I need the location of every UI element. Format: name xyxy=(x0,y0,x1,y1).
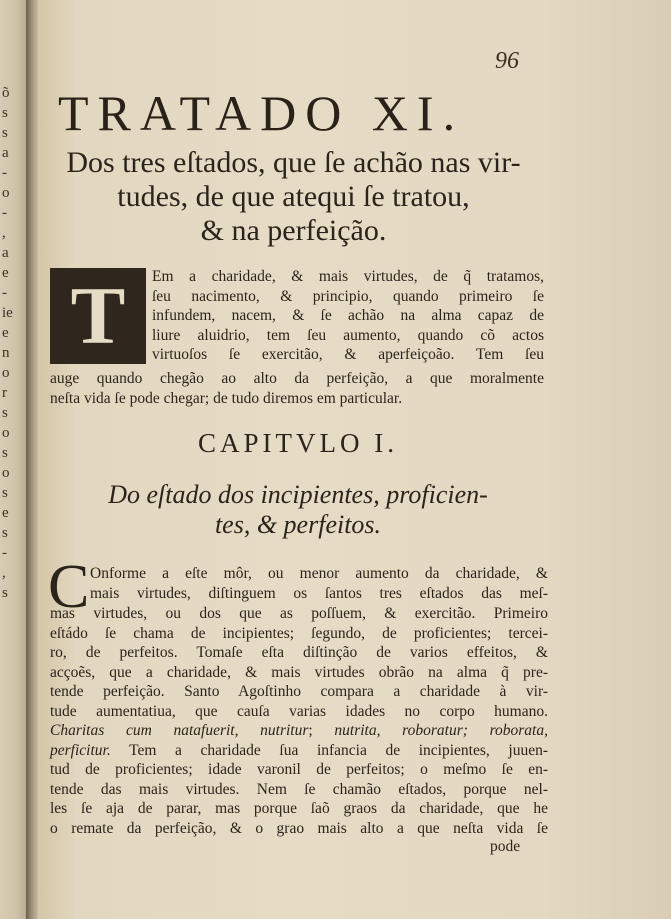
facing-page-text-fragment: e xyxy=(2,505,9,521)
text-line: tud de proficientes; idade varonil de perfeitos; o meſmo ſe en- xyxy=(50,761,548,778)
facing-page-edge xyxy=(0,0,27,919)
text-line: tude aumentatiua, que cauſa varias idades no corpo humano. xyxy=(50,702,548,720)
book-page xyxy=(38,0,671,919)
facing-page-text-fragment: o xyxy=(2,365,10,381)
facing-page-text-fragment: s xyxy=(2,105,8,121)
chapter-subtitle-line: tes, & perfeitos. xyxy=(214,510,382,539)
text-fragment: ; xyxy=(308,722,335,739)
facing-page-text-fragment: ie xyxy=(2,305,13,321)
facing-page-text-fragment: o xyxy=(2,465,10,481)
facing-page-text-fragment: - xyxy=(2,545,7,561)
facing-page-text-fragment: , xyxy=(2,225,6,241)
facing-page-text-fragment: - xyxy=(2,205,7,221)
facing-page-text-fragment: e xyxy=(2,265,9,281)
text-line: mas virtudes, ou dos que as poſſuem, & exercitão. Primeiro xyxy=(50,605,548,622)
chapter-subtitle xyxy=(78,480,518,540)
facing-page-text-fragment: e xyxy=(2,325,9,341)
facing-page-text-fragment: - xyxy=(2,285,7,301)
latin-quote: perficitur. xyxy=(50,741,111,759)
chapter-subtitle-line: Do eſtado dos incipientes, proficien- xyxy=(108,480,488,509)
text-line: eſtádo ſe chama de incipientes; ſegundo, de proficientes; tercei- xyxy=(50,624,548,642)
text-line: tende das mais virtudes. Nem ſe chamão eſtados, porque nel- xyxy=(50,780,548,798)
subtitle-line: Dos tres eſtados, que ſe achão nas vir- xyxy=(66,146,521,179)
chapter-title: CAPITVLO I. xyxy=(198,428,398,458)
facing-page-text-fragment: s xyxy=(2,485,8,501)
text-line: neſta vida ſe pode chegar; de tudo diremos em particular. xyxy=(50,389,403,407)
text-line: liure aluidrio, tem ſeu aumento, quando cõ actos xyxy=(152,326,544,344)
facing-page-text-fragment: , xyxy=(2,565,6,581)
text-line: Em a charidade, & mais virtudes, de q̃ tratamos, xyxy=(152,268,544,285)
latin-quote: Charitas cum natafuerit, nutritur xyxy=(50,722,309,739)
subtitle-line: & na perfeição. xyxy=(200,214,387,247)
folio-number: 96 xyxy=(495,48,519,74)
body-paragraph-indented xyxy=(90,564,548,603)
facing-page-text-fragment: - xyxy=(2,165,7,181)
facing-page-text-fragment: s xyxy=(2,525,8,541)
text-line: infundem, nacem, & ſe achão na alma capaz de xyxy=(152,307,544,324)
facing-page-text-fragment: r xyxy=(2,385,7,401)
text-fragment: Tem a charidade ſua infancia de incipientes, juuen- xyxy=(110,741,548,759)
text-line: o remate da perfeição, & o grao mais alto a que neſta vida ſe xyxy=(50,819,548,837)
text-line: ſeu nacimento, & principio, quando primeiro ſe xyxy=(152,287,544,305)
text-line: virtuoſos ſe exercitão, & aperfeiçoão. Tem ſeu xyxy=(152,346,544,363)
facing-page-text-fragment: a xyxy=(2,145,9,161)
decorated-drop-cap xyxy=(50,268,146,364)
latin-quote: nutrita, roboratur; roborata, xyxy=(334,722,548,739)
subtitle-line: tudes, de que atequi ſe tratou, xyxy=(117,180,470,213)
intro-paragraph-indented xyxy=(152,267,544,365)
text-line: auge quando chegão ao alto da perfeição, a que moralmente xyxy=(50,370,544,387)
latin-quote-line xyxy=(50,741,548,761)
book-gutter xyxy=(26,0,38,919)
facing-page-text-fragment: o xyxy=(2,425,10,441)
facing-page-text-fragment: s xyxy=(2,125,8,141)
text-line: mais virtudes, diſtinguem os ſantos tres eſtados das meſ- xyxy=(90,584,548,602)
initial-letter: C xyxy=(48,553,90,621)
treatise-title: TRATADO XI. xyxy=(58,85,465,141)
facing-page-text-fragment: s xyxy=(2,405,8,421)
text-line: Onforme a eſte môr, ou menor aumento da charidade, & xyxy=(90,565,548,582)
text-line: les ſe aja de parar, mas porque ſaõ graos da charidade, que he xyxy=(50,800,548,817)
facing-page-text-fragment: o xyxy=(2,185,10,201)
catchword: pode xyxy=(490,838,521,855)
latin-quote-line xyxy=(50,721,548,741)
drop-cap-letter: T xyxy=(70,270,126,361)
facing-page-text-fragment: a xyxy=(2,245,9,261)
facing-page-text-fragment: n xyxy=(2,345,10,361)
facing-page-text-fragment: s xyxy=(2,585,8,601)
facing-page-text-fragment: õ xyxy=(2,85,10,101)
body-paragraph xyxy=(50,604,548,838)
facing-page-text-fragment: s xyxy=(2,445,8,461)
text-line: ro, de perfeitos. Tomaſe eſta diſtinção de varios effeitos, & xyxy=(50,644,548,661)
treatise-subtitle xyxy=(46,146,541,248)
text-line: tende perfeição. Santo Agoſtinho compara a charidade à vir- xyxy=(50,683,548,700)
text-line: acçoẽs, que a charidade, & mais virtudes obrão na alma q̃ pre- xyxy=(50,663,548,681)
intro-paragraph-full xyxy=(50,369,544,408)
